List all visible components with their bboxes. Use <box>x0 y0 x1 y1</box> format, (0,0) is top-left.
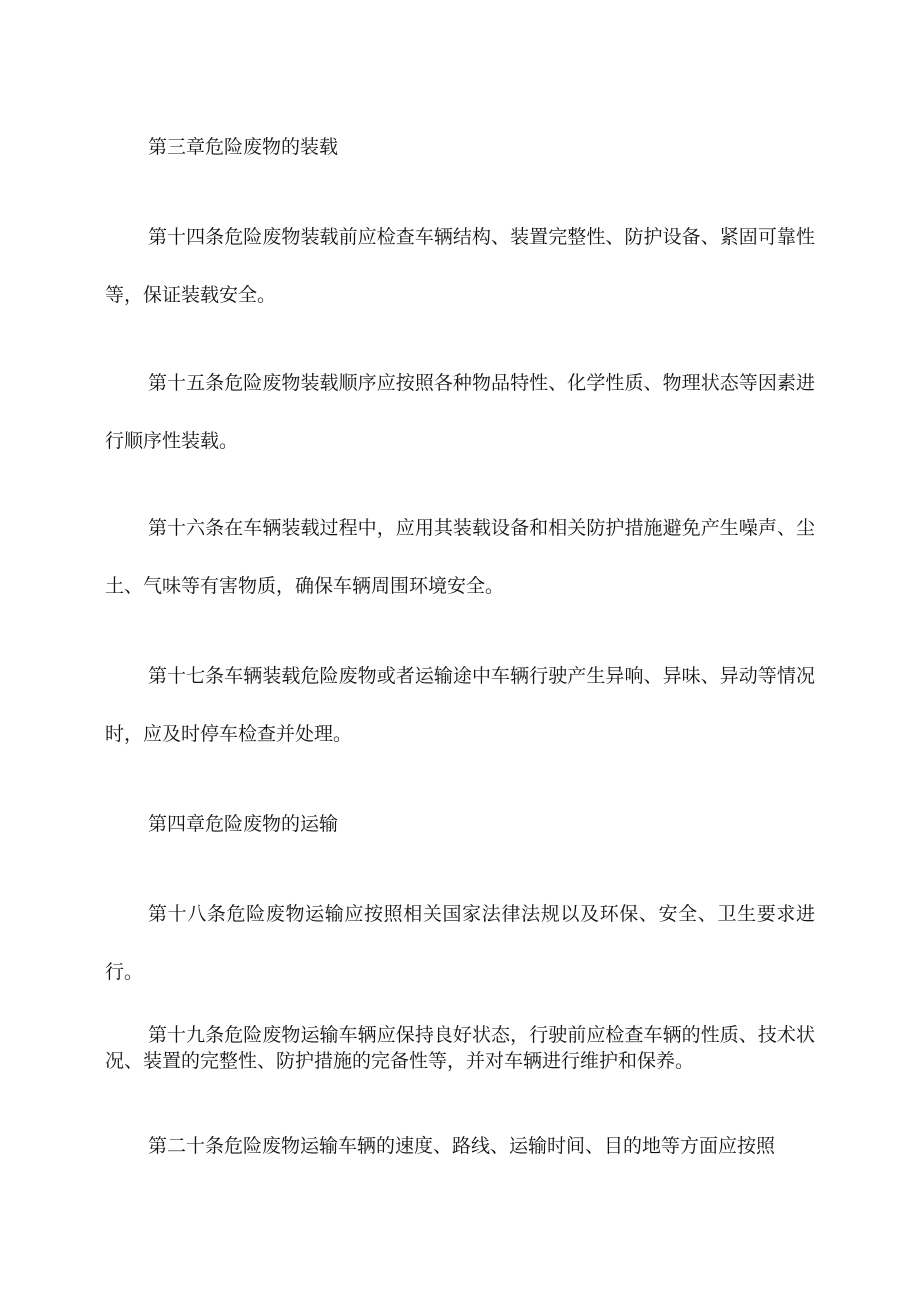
article-19: 第十九条危险废物运输车辆应保持良好状态，行驶前应检查车辆的性质、技术状况、装置的完整性、防护措施的完备性等，并对车辆进行维护和保养。 <box>105 1025 815 1072</box>
article-18: 第十八条危险废物运输应按照相关国家法律法规以及环保、安全、卫生要求进行。 <box>105 904 815 983</box>
article-15: 第十五条危险废物装载顺序应按照各种物品特性、化学性质、物理状态等因素进行顺序性装载。 <box>105 373 815 452</box>
article-16: 第十六条在车辆装载过程中，应用其装载设备和相关防护措施避免产生噪声、尘土、气味等有害物质，确保车辆周围环境安全。 <box>105 518 815 597</box>
chapter-3-heading: 第三章危险废物的装载 <box>148 137 339 158</box>
article-17: 第十七条车辆装载危险废物或者运输途中车辆行驶产生异响、异味、异动等情况时，应及时停车检查并处理。 <box>105 666 815 745</box>
article-20: 第二十条危险废物运输车辆的速度、路线、运输时间、目的地等方面应按照 <box>148 1136 776 1157</box>
chapter-4-heading: 第四章危险废物的运输 <box>148 814 339 835</box>
article-14: 第十四条危险废物装载前应检查车辆结构、装置完整性、防护设备、紧固可靠性等，保证装载安全。 <box>105 227 815 306</box>
